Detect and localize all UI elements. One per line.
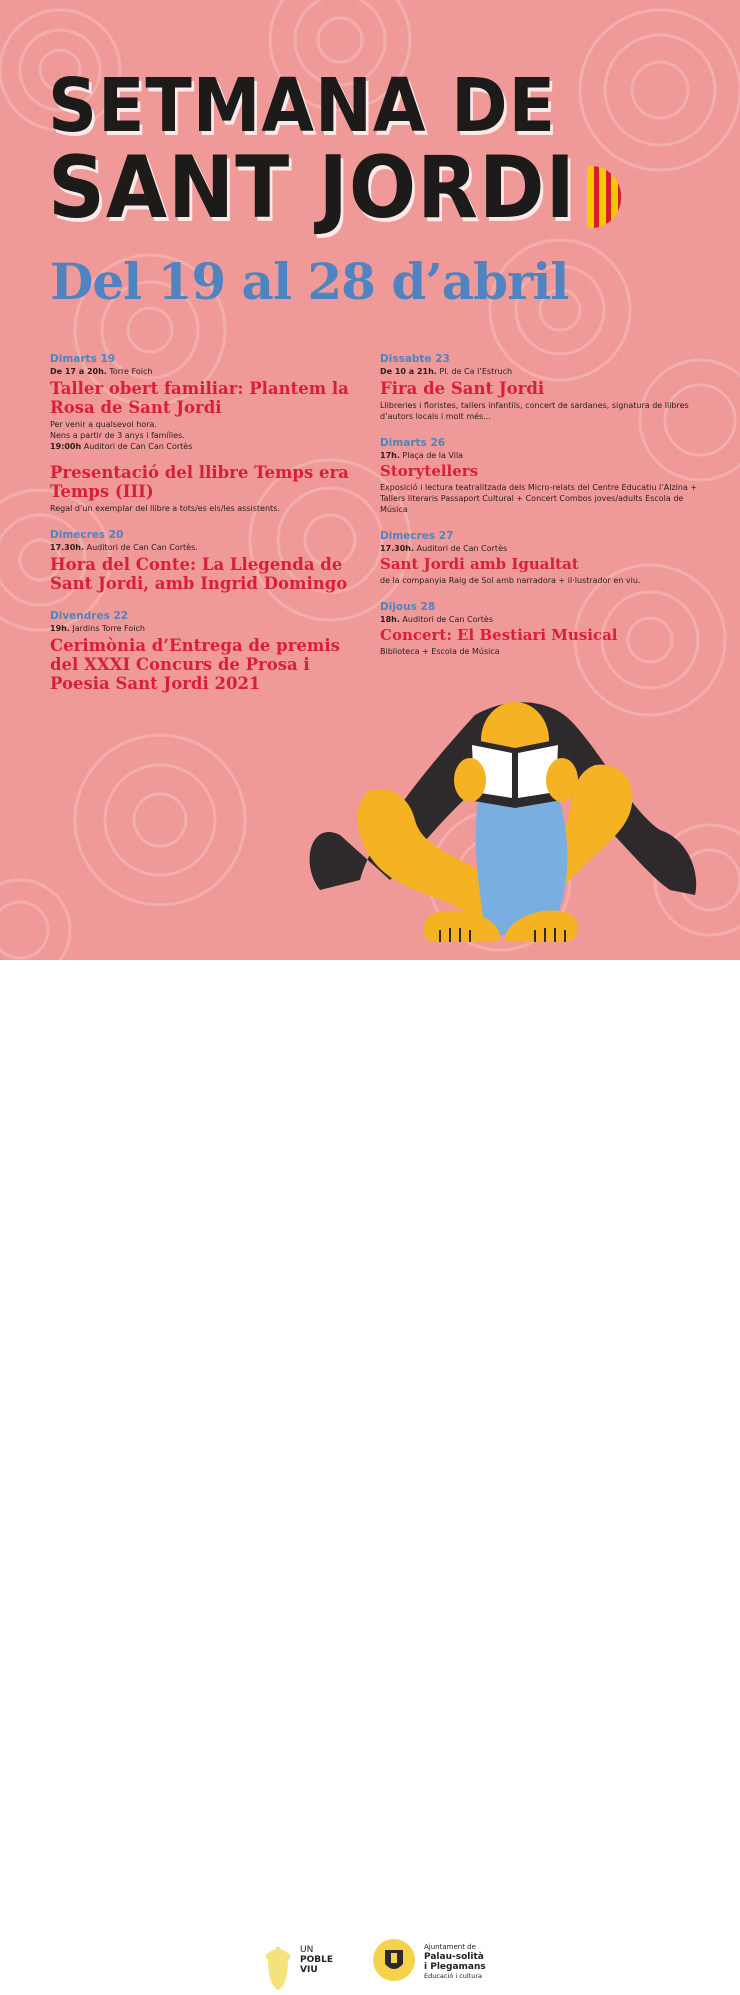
- event-time-place: [50, 542, 360, 553]
- ajuntament-line-4: Educació i cultura: [424, 1972, 483, 1980]
- poster: [0, 0, 740, 960]
- ajuntament-text: [424, 1943, 486, 1981]
- event-description: [380, 575, 700, 586]
- event-detail: Biblioteca + Escola de Música: [380, 647, 500, 656]
- event-time-place: [380, 614, 700, 625]
- event-title: Cerimònia d’Entrega de premis del XXXI Concurs de Prosa i Poesia Sant Jordi 2021: [50, 636, 340, 693]
- event-detail: Per venir a qualsevol hora.: [50, 420, 157, 429]
- ajuntament-line-2: Palau-solità: [424, 1952, 484, 1962]
- event-time: De 10 a 21h.: [380, 367, 437, 376]
- schedule-right-column: [380, 352, 700, 657]
- event-time: 19:00h: [50, 442, 82, 451]
- event-time-place: [50, 366, 360, 377]
- ajuntament-line-3: i Plegamans: [424, 1962, 486, 1972]
- event-time-place: [380, 543, 700, 554]
- day-heading: Dimecres 20: [50, 529, 124, 541]
- event-place: Pl. de Ca l’Estruch: [436, 367, 513, 376]
- event-detail: Exposició i lectura teatralitzada dels Micro-relats del Centre Educatiu l’Alzina + Tallers literaris Passaport Cultural + Concert Combos joves/adults Escola de Música: [380, 483, 698, 514]
- event-title: Taller obert familiar: Plantem la Rosa de Sant Jordi: [50, 379, 349, 417]
- event-description: [50, 430, 360, 441]
- event-time: De 17 a 20h.: [50, 367, 107, 376]
- event-time-place: [380, 450, 700, 461]
- event-description: [380, 482, 700, 515]
- event-detail: Llibreries i floristes, tallers infantils, concert de sardanes, signatura de llibres d’autors locals i molt més...: [380, 401, 689, 421]
- day-heading: Dimarts 19: [50, 353, 116, 365]
- event-time: 17.30h.: [50, 543, 85, 552]
- logo-line-2: POBLE: [300, 1955, 333, 1965]
- schedule-left-column: [50, 352, 360, 695]
- day-heading: Dimarts 26: [380, 437, 446, 449]
- event-title: Fira de Sant Jordi: [380, 379, 545, 398]
- logo-line-3: VIU: [300, 1965, 318, 1975]
- event-place: Plaça de la Vila: [399, 451, 464, 460]
- day-heading: Dijous 28: [380, 601, 436, 613]
- date-range: Del 19 al 28 d’abril: [50, 252, 569, 311]
- event-detail: Nens a partir de 3 anys i famílies.: [50, 431, 185, 440]
- event-title: Hora del Conte: La Llegenda de Sant Jordi, amb Ingrid Domingo: [50, 555, 348, 593]
- event-title: Sant Jordi amb Igualtat: [380, 555, 579, 573]
- event-place: Torre Foich: [106, 367, 153, 376]
- event-title: Presentació del llibre Temps era Temps (III): [50, 463, 349, 501]
- event-description: [380, 646, 700, 657]
- event-time-place: [50, 623, 360, 634]
- event-place: Jardins Torre Foich: [69, 624, 145, 633]
- day-heading: Dissabte 23: [380, 353, 450, 365]
- event-title: Storytellers: [380, 462, 479, 480]
- event-title: Concert: El Bestiari Musical: [380, 626, 618, 644]
- reading-girl-illustration: [300, 690, 720, 960]
- event-place: Auditori de Can Cortès: [414, 544, 508, 553]
- event-description: [50, 441, 360, 452]
- event-detail: de la companyia Raig de Sol amb narradora + il·lustrador en viu.: [380, 576, 641, 585]
- footer: [0, 960, 740, 1980]
- logo-line-1: UN: [300, 1945, 314, 1955]
- event-time: 17.30h.: [380, 544, 415, 553]
- day-heading: Divendres 22: [50, 610, 129, 622]
- acorn-logo-icon: [258, 1935, 298, 1995]
- un-poble-viu-logo-text: [300, 1945, 333, 1975]
- event-description: [50, 503, 360, 514]
- title-line-1: SETMANA DE: [48, 63, 557, 149]
- day-heading: Dimecres 27: [380, 530, 454, 542]
- event-time: 18h.: [380, 615, 400, 624]
- event-time: 19h.: [50, 624, 70, 633]
- title-line-2: SANT JORDI: [48, 138, 576, 238]
- event-description: [380, 400, 700, 422]
- event-description: [50, 419, 360, 430]
- event-place: Auditori de Can Can Cortès.: [84, 543, 198, 552]
- event-detail: Regal d’un exemplar del llibre a tots/es els/les assistents.: [50, 504, 280, 513]
- event-time-place: [380, 366, 700, 377]
- municipal-seal-icon: [372, 1938, 416, 1982]
- ajuntament-line-1: Ajuntament de: [424, 1943, 476, 1951]
- event-detail: Auditori de Can Can Cortès: [81, 442, 193, 451]
- event-place: Auditori de Can Cortès: [399, 615, 493, 624]
- event-time: 17h.: [380, 451, 400, 460]
